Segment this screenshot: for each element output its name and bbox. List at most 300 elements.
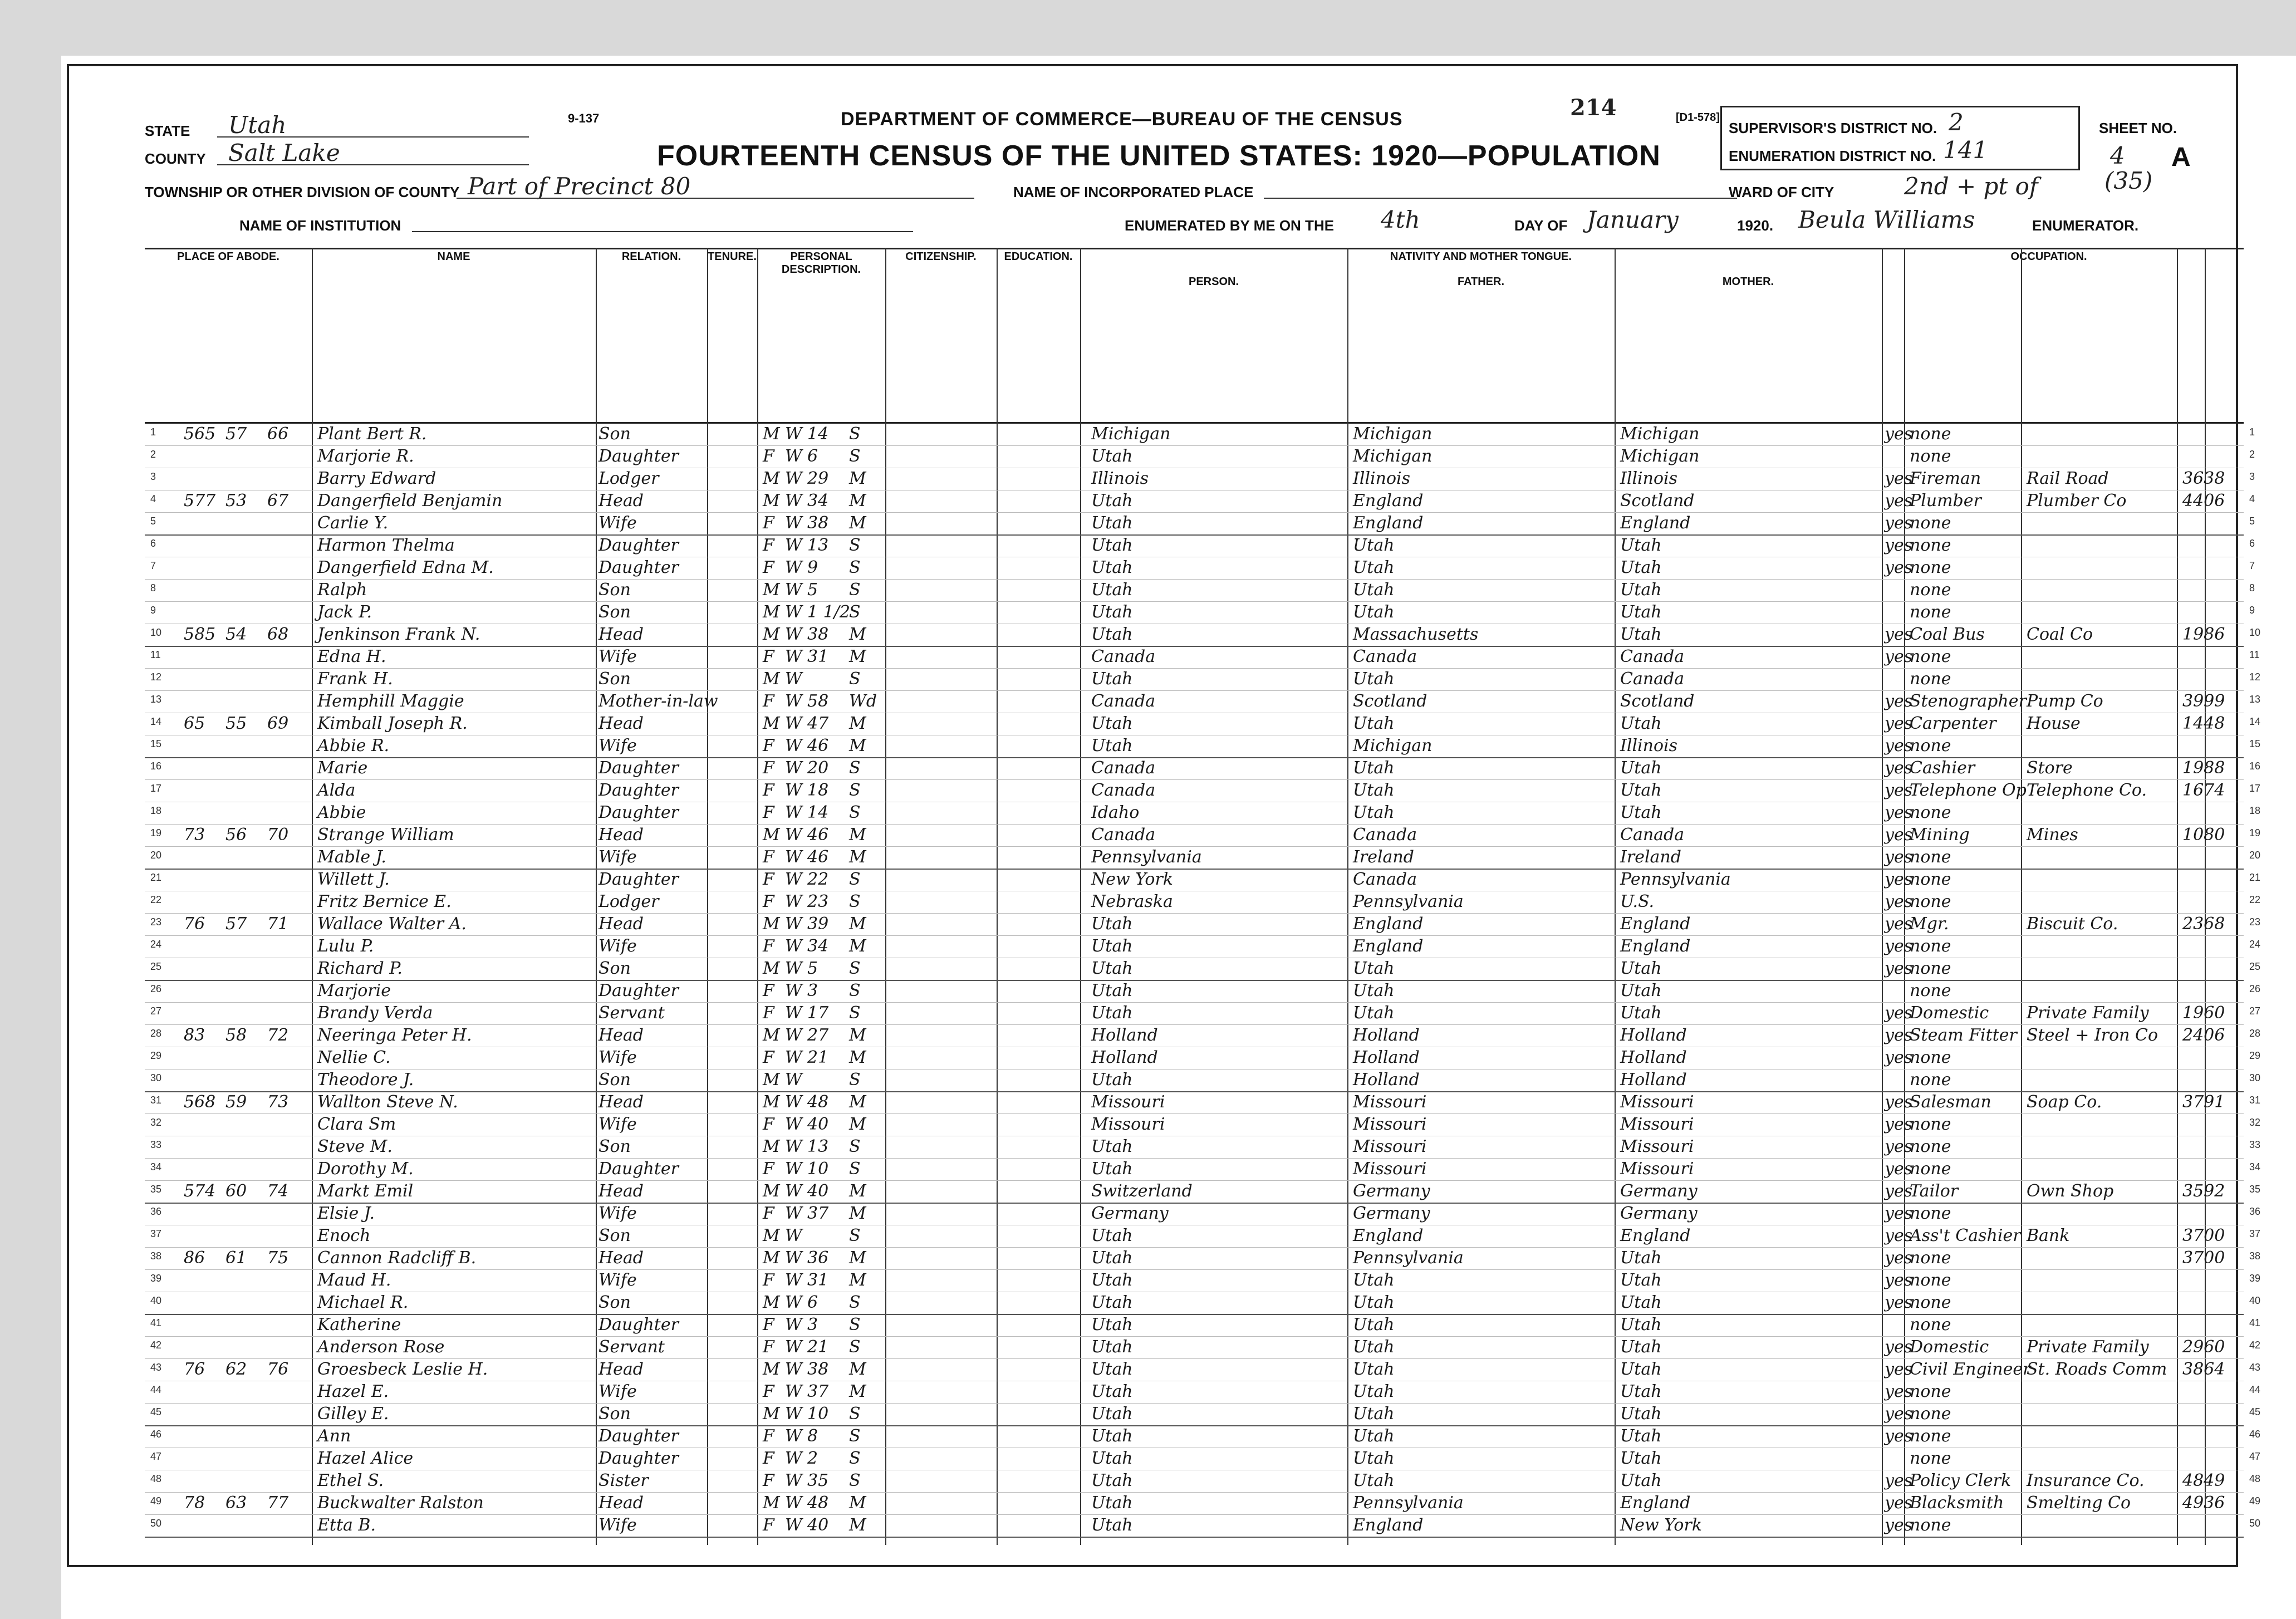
cell-code: 3864 (2182, 1360, 2225, 1379)
cell-mbp: Utah (1620, 1003, 1662, 1023)
cell-occ: none (1910, 1270, 1951, 1290)
cell-occ: none (1910, 1515, 1951, 1535)
cell-name: Ethel S. (317, 1471, 384, 1490)
cell-fbp: Ireland (1353, 847, 1414, 867)
line-number-right: 25 (2249, 961, 2261, 972)
cell-occ: none (1910, 1449, 1951, 1468)
cell-rel: Wife (598, 847, 637, 867)
cell-bp: Utah (1091, 959, 1133, 978)
table-row (145, 824, 2261, 847)
group-citizenship: CITIZENSHIP. (905, 251, 977, 263)
cell-ind: Plumber Co (2027, 491, 2127, 511)
line-number: 13 (150, 694, 162, 705)
cell-ind: Mines (2027, 825, 2078, 845)
cell-code: 2406 (2182, 1026, 2225, 1045)
cell-name: Harmon Thelma (317, 536, 455, 555)
cell-rel: Wife (598, 1048, 637, 1067)
cell-ind: Private Family (2027, 1003, 2149, 1023)
cell-rel: Sister (598, 1471, 649, 1490)
line-number-right: 30 (2249, 1072, 2261, 1083)
ward-extra: (35) (2104, 167, 2153, 194)
cell-rel: Daughter (598, 803, 679, 822)
cell-bp: Germany (1091, 1204, 1169, 1223)
line-number: 39 (150, 1273, 162, 1284)
line-number: 49 (150, 1495, 162, 1507)
cell-house: 577 (184, 491, 216, 511)
table-row (145, 601, 2255, 624)
cell-mar: S (849, 669, 861, 689)
cell-sex: F (763, 1515, 774, 1535)
cell-mar: S (849, 1137, 861, 1156)
cell-mar: S (849, 758, 861, 778)
cell-sex: M (763, 1293, 780, 1312)
cell-age: 2 (807, 1449, 818, 1468)
table-row (145, 1180, 2261, 1204)
cell-bp: Canada (1091, 758, 1156, 778)
cell-eng: yes (1885, 1293, 1913, 1312)
cell-sex: F (763, 1270, 774, 1290)
cell-occ: none (1910, 424, 1951, 444)
cell-eng: yes (1885, 781, 1913, 800)
table-row (145, 490, 2255, 513)
cell-race: W (785, 1181, 802, 1201)
group-personal-description: PERSONAL DESCRIPTION. (781, 251, 861, 276)
cell-fbp: Michigan (1353, 424, 1432, 444)
cell-fbp: Missouri (1353, 1115, 1427, 1134)
cell-sex: F (763, 892, 774, 911)
cell-mbp: England (1620, 513, 1691, 533)
cell-fbp: Utah (1353, 602, 1395, 622)
cell-age: 9 (807, 558, 818, 577)
line-number: 33 (150, 1139, 162, 1150)
cell-sex: F (763, 1204, 774, 1223)
cell-occ: none (1910, 580, 1951, 600)
cell-bp: Utah (1091, 491, 1133, 511)
cell-mar: S (849, 1471, 861, 1490)
cell-race: W (785, 669, 802, 689)
line-number: 30 (150, 1072, 162, 1083)
cell-occ: Steam Fitter (1910, 1026, 2017, 1045)
cell-dwell: 57 (225, 914, 247, 934)
cell-race: W (785, 1270, 802, 1290)
cell-code: 4936 (2182, 1493, 2225, 1513)
cell-age: 14 (807, 424, 829, 444)
cell-age: 46 (807, 736, 829, 755)
cell-bp: Missouri (1091, 1115, 1165, 1134)
cell-mbp: Illinois (1620, 469, 1678, 488)
cell-mbp: Germany (1620, 1204, 1698, 1223)
cell-occ: none (1910, 1115, 1951, 1134)
cell-mbp: Holland (1620, 1070, 1687, 1090)
cell-bp: Utah (1091, 447, 1133, 466)
table-row (145, 1247, 2261, 1270)
cell-sex: M (763, 424, 780, 444)
cell-race: W (785, 1226, 802, 1245)
cell-rel: Lodger (598, 469, 659, 488)
cell-race: W (785, 1337, 802, 1357)
cell-race: W (785, 781, 802, 800)
cell-race: W (785, 825, 802, 845)
cell-house: 574 (184, 1181, 216, 1201)
cell-ind: House (2027, 714, 2081, 733)
line-number-right: 2 (2249, 449, 2255, 460)
cell-ind: Own Shop (2027, 1181, 2114, 1201)
cell-fbp: Canada (1353, 647, 1417, 666)
cell-sex: M (763, 580, 780, 600)
line-number-right: 31 (2249, 1095, 2261, 1106)
cell-bp: Utah (1091, 1404, 1133, 1424)
cell-sex: M (763, 825, 780, 845)
line-number: 4 (150, 493, 156, 504)
line-number-right: 15 (2249, 738, 2261, 749)
cell-race: W (785, 981, 802, 1000)
cell-age: 47 (807, 714, 829, 733)
cell-bp: Utah (1091, 1315, 1133, 1335)
cell-name: Markt Emil (317, 1181, 414, 1201)
cell-mbp: Utah (1620, 1315, 1662, 1335)
cell-dwell: 58 (225, 1026, 247, 1045)
cell-occ: Domestic (1910, 1003, 1989, 1023)
incorporated-place-underline (1264, 198, 1737, 199)
cell-house: 568 (184, 1092, 216, 1112)
line-number-right: 45 (2249, 1406, 2261, 1417)
cell-fbp: Utah (1353, 1315, 1395, 1335)
cell-occ: none (1910, 1159, 1951, 1179)
cell-name: Gilley E. (317, 1404, 389, 1424)
cell-bp: Utah (1091, 1493, 1133, 1513)
cell-mbp: Utah (1620, 1248, 1662, 1268)
cell-fam: 71 (267, 914, 289, 934)
line-number-right: 18 (2249, 805, 2261, 816)
cell-name: Anderson Rose (317, 1337, 445, 1357)
cell-sex: F (763, 1159, 774, 1179)
cell-bp: Canada (1091, 691, 1156, 711)
cell-fam: 77 (267, 1493, 289, 1513)
cell-eng: yes (1885, 625, 1913, 644)
cell-rel: Daughter (598, 1315, 679, 1335)
cell-rel: Son (598, 1137, 631, 1156)
cell-fbp: England (1353, 1226, 1424, 1245)
cell-dwell: 61 (225, 1248, 247, 1268)
cell-eng: yes (1885, 936, 1913, 956)
cell-name: Carlie Y. (317, 513, 389, 533)
cell-name: Abbie (317, 803, 366, 822)
cell-sex: M (763, 1026, 780, 1045)
line-number-right: 48 (2249, 1473, 2261, 1484)
table-row (145, 735, 2261, 758)
cell-mbp: Utah (1620, 959, 1662, 978)
cell-ind: Smelting Co (2027, 1493, 2131, 1513)
cell-house: 65 (184, 714, 205, 733)
cell-mbp: Missouri (1620, 1159, 1694, 1179)
cell-rel: Daughter (598, 1426, 679, 1446)
line-number: 35 (150, 1184, 162, 1195)
cell-dwell: 57 (225, 424, 247, 444)
cell-eng: yes (1885, 736, 1913, 755)
line-number: 14 (150, 716, 162, 727)
cell-house: 565 (184, 424, 216, 444)
table-row (145, 1292, 2261, 1315)
cell-eng: yes (1885, 714, 1913, 733)
cell-bp: Holland (1091, 1048, 1158, 1067)
cell-name: Jack P. (317, 602, 372, 622)
cell-rel: Wife (598, 1515, 637, 1535)
cell-sex: M (763, 959, 780, 978)
group-nativity: NATIVITY AND MOTHER TONGUE. (1390, 251, 1572, 263)
cell-mbp: Utah (1620, 580, 1662, 600)
cell-eng: yes (1885, 558, 1913, 577)
cell-fam: 66 (267, 424, 289, 444)
cell-age: 36 (807, 1248, 829, 1268)
cell-race: W (785, 1426, 802, 1446)
cell-race: W (785, 1159, 802, 1179)
cell-rel: Head (598, 1360, 644, 1379)
group-relation: RELATION. (621, 251, 681, 263)
cell-ind: Store (2027, 758, 2073, 778)
cell-sex: M (763, 1493, 780, 1513)
cell-rel: Head (598, 825, 644, 845)
line-number: 40 (150, 1295, 162, 1306)
cell-bp: Utah (1091, 1248, 1133, 1268)
cell-occ: Cashier (1910, 758, 1975, 778)
cell-mar: S (849, 1003, 861, 1023)
line-number: 18 (150, 805, 162, 816)
table-row (145, 869, 2261, 891)
line-number-right: 1 (2249, 426, 2255, 438)
cell-name: Hemphill Maggie (317, 691, 464, 711)
cell-occ: none (1910, 1315, 1951, 1335)
cell-race: W (785, 602, 802, 622)
cell-race: W (785, 491, 802, 511)
table-row (145, 1514, 2261, 1538)
cell-name: Wallace Walter A. (317, 914, 467, 934)
cell-mar: S (849, 580, 861, 600)
cell-code: 1988 (2182, 758, 2225, 778)
cell-mbp: England (1620, 1226, 1691, 1245)
cell-race: W (785, 1493, 802, 1513)
cell-age: 48 (807, 1092, 829, 1112)
cell-age: 10 (807, 1404, 829, 1424)
cell-sex: F (763, 558, 774, 577)
cell-name: Alda (317, 781, 356, 800)
cell-fbp: Holland (1353, 1026, 1420, 1045)
cell-fbp: Utah (1353, 781, 1395, 800)
cell-fbp: Michigan (1353, 447, 1432, 466)
group-education: EDUCATION. (1004, 251, 1073, 263)
cell-fbp: Illinois (1353, 469, 1411, 488)
line-number: 31 (150, 1095, 162, 1106)
cell-race: W (785, 758, 802, 778)
cell-occ: none (1910, 513, 1951, 533)
cell-rel: Head (598, 1026, 644, 1045)
line-number-right: 20 (2249, 850, 2261, 861)
cell-name: Hazel E. (317, 1382, 389, 1401)
line-number: 37 (150, 1228, 162, 1239)
cell-sex: F (763, 803, 774, 822)
cell-occ: none (1910, 892, 1951, 911)
cell-occ: none (1910, 1204, 1951, 1223)
line-number: 10 (150, 627, 162, 638)
year-label: 1920. (1737, 217, 1774, 234)
line-number-right: 37 (2249, 1228, 2261, 1239)
cell-race: W (785, 647, 802, 666)
cell-name: Steve M. (317, 1137, 393, 1156)
county-label: COUNTY (145, 150, 206, 167)
state-value: Utah (228, 111, 287, 139)
cell-bp: Canada (1091, 781, 1156, 800)
county-underline (217, 164, 529, 165)
cell-bp: Utah (1091, 1137, 1133, 1156)
cell-rel: Head (598, 625, 644, 644)
cell-mbp: Illinois (1620, 736, 1678, 755)
cell-mbp: Utah (1620, 1270, 1662, 1290)
cell-fbp: Utah (1353, 959, 1395, 978)
cell-ind: Bank (2027, 1226, 2070, 1245)
cell-occ: none (1910, 1426, 1951, 1446)
cell-fbp: Utah (1353, 1404, 1395, 1424)
cell-rel: Head (598, 914, 644, 934)
cell-rel: Son (598, 1226, 631, 1245)
cell-fbp: Germany (1353, 1181, 1430, 1201)
cell-mbp: Utah (1620, 1404, 1662, 1424)
cell-rel: Wife (598, 513, 637, 533)
cell-eng: yes (1885, 1515, 1913, 1535)
cell-eng: yes (1885, 1137, 1913, 1156)
cell-bp: Utah (1091, 914, 1133, 934)
cell-eng: yes (1885, 647, 1913, 666)
table-row (145, 1069, 2261, 1092)
cell-occ: none (1910, 803, 1951, 822)
sheet-number-value: 4 (2110, 142, 2125, 169)
cell-rel: Wife (598, 647, 637, 666)
cell-dwell: 56 (225, 825, 247, 845)
cell-ind: Coal Co (2027, 625, 2093, 644)
cell-dwell: 54 (225, 625, 247, 644)
cell-dwell: 53 (225, 491, 247, 511)
page-stamp: 214 (1570, 95, 1617, 121)
cell-dwell: 63 (225, 1493, 247, 1513)
cell-bp: Michigan (1091, 424, 1171, 444)
enumerator-name: Beula Williams (1798, 206, 1975, 233)
cell-eng: yes (1885, 1248, 1913, 1268)
cell-rel: Head (598, 1493, 644, 1513)
cell-race: W (785, 558, 802, 577)
cell-occ: Coal Bus (1910, 625, 1985, 644)
cell-eng: yes (1885, 1159, 1913, 1179)
cell-mbp: Missouri (1620, 1092, 1694, 1112)
cell-mbp: Utah (1620, 781, 1662, 800)
cell-house: 585 (184, 625, 216, 644)
cell-rel: Daughter (598, 1449, 679, 1468)
line-number-right: 12 (2249, 671, 2261, 683)
scan-top-border (0, 0, 2296, 56)
cell-name: Neeringa Peter H. (317, 1026, 472, 1045)
cell-dwell: 62 (225, 1360, 247, 1379)
line-number: 32 (150, 1117, 162, 1128)
cell-race: W (785, 714, 802, 733)
subgroup-person: PERSON. (1188, 276, 1239, 288)
cell-age: 58 (807, 691, 829, 711)
line-number-right: 13 (2249, 694, 2261, 705)
enumerated-label: ENUMERATED BY ME ON THE (1125, 217, 1335, 234)
line-number: 44 (150, 1384, 162, 1395)
state-label: STATE (145, 122, 190, 139)
cell-sex: F (763, 847, 774, 867)
enumerated-day: 4th (1381, 206, 1420, 233)
cell-age: 40 (807, 1515, 829, 1535)
line-number: 6 (150, 538, 156, 549)
table-row (145, 1002, 2261, 1025)
table-row (145, 891, 2261, 914)
table-row (145, 1091, 2261, 1114)
cell-rel: Lodger (598, 892, 659, 911)
cell-code: 4406 (2182, 491, 2225, 511)
line-number-right: 42 (2249, 1340, 2261, 1351)
enumerator-label: ENUMERATOR. (2032, 217, 2139, 234)
table-row (145, 1225, 2261, 1248)
line-number: 25 (150, 961, 162, 972)
cell-eng: yes (1885, 691, 1913, 711)
cell-fbp: England (1353, 914, 1424, 934)
table-row (145, 980, 2261, 1003)
cell-eng: yes (1885, 1471, 1913, 1490)
cell-fbp: Utah (1353, 1003, 1395, 1023)
table-row (145, 802, 2261, 825)
sheet-number-label: SHEET NO. (2099, 120, 2177, 136)
table-row (145, 1047, 2261, 1069)
cell-rel: Mother-in-law (598, 691, 718, 711)
cell-mar: S (849, 536, 861, 555)
cell-occ: none (1910, 1382, 1951, 1401)
cell-age: 31 (807, 1270, 829, 1290)
cell-bp: Utah (1091, 1449, 1133, 1468)
cell-eng: yes (1885, 825, 1913, 845)
line-number-right: 29 (2249, 1050, 2261, 1061)
cell-mar: M (849, 1204, 866, 1223)
cell-bp: Utah (1091, 1382, 1133, 1401)
cell-fbp: England (1353, 936, 1424, 956)
cell-sex: F (763, 447, 774, 466)
cell-age: 46 (807, 847, 829, 867)
cell-fbp: Scotland (1353, 691, 1427, 711)
cell-sex: F (763, 1382, 774, 1401)
table-row (145, 713, 2261, 735)
cell-name: Plant Bert R. (317, 424, 427, 444)
cell-race: W (785, 513, 802, 533)
table-row (145, 579, 2255, 602)
cell-sex: F (763, 736, 774, 755)
line-number-right: 3 (2249, 471, 2255, 482)
cell-eng: yes (1885, 1404, 1913, 1424)
cell-name: Katherine (317, 1315, 401, 1335)
cell-age: 5 (807, 580, 818, 600)
cell-sex: F (763, 1471, 774, 1490)
cell-occ: Stenographer (1910, 691, 2027, 711)
line-number: 41 (150, 1317, 162, 1328)
cell-race: W (785, 1404, 802, 1424)
table-row (145, 1136, 2261, 1159)
county-value: Salt Lake (228, 139, 340, 166)
table-row (145, 468, 2255, 490)
line-number-right: 7 (2249, 560, 2255, 571)
line-number: 26 (150, 983, 162, 994)
cell-name: Michael R. (317, 1293, 409, 1312)
cell-bp: Missouri (1091, 1092, 1165, 1112)
ward-label: WARD OF CITY (1729, 184, 1834, 200)
cell-dwell: 60 (225, 1181, 247, 1201)
cell-fbp: Pennsylvania (1353, 1248, 1464, 1268)
cell-rel: Son (598, 1404, 631, 1424)
